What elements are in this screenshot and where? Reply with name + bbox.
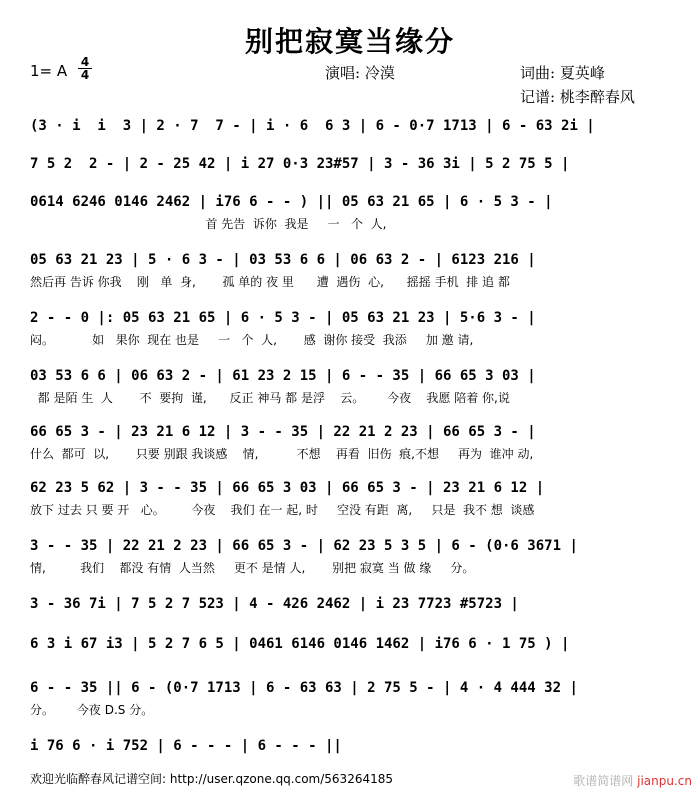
lyric-line: 然后再 告诉 你我 刚 单 身, 孤 单的 夜 里 遭 遇伤 心, 摇摇 手机 排 追 都 xyxy=(30,275,510,289)
lyric-line: 闷。 如 果你 现在 也是 一 个 人, 感 谢你 接受 我添 加 邀 请, xyxy=(30,333,474,347)
lyric-line: 情, 我们 都没 有情 人当然 更不 是情 人, 别把 寂寞 当 做 缘 分。 xyxy=(30,561,475,575)
song-title: 别把寂寞当缘分 xyxy=(244,25,455,58)
lyric-line: 都 是陌 生 人 不 要拘 谨, 反正 神马 都 是浮 云。 今夜 我愿 陪着 你,说 xyxy=(30,391,510,405)
score-line: 3 - - 35 | 22 21 2 23 | 66 65 3 - | 62 23 5 3 5 | 6 - (0·6 3671 | xyxy=(30,538,578,554)
score-line: 6 - - 35 || 6 - (0·7 1713 | 6 - 63 63 | 2 75 5 - | 4 · 4 444 32 | xyxy=(30,680,578,696)
score-line: i 76 6 · i 752 | 6 - - - | 6 - - - || xyxy=(30,738,342,754)
score-line: 62 23 5 62 | 3 - - 35 | 66 65 3 03 | 66 65 3 - | 23 21 6 12 | xyxy=(30,480,545,496)
lyric-line: 放下 过去 只 要 开 心。 今夜 我们 在一 起, 时 空没 有距 离, 只是 我不 想 谈感 xyxy=(30,503,535,517)
watermark xyxy=(573,772,692,789)
composer-credit: 词曲: 夏英峰 xyxy=(520,64,605,82)
footer-text: 欢迎光临醉春风记谱空间: http://user.qzone.qq.com/563264185 xyxy=(30,772,394,786)
score-line: 6 3 i 67 i3 | 5 2 7 6 5 | 0461 6146 0146 1462 | i76 6 · 1 75 ) | xyxy=(30,636,570,652)
score-line: 7 5 2 2 - | 2 - 25 42 | i 27 0·3 23#57 | 3 - 36 3i | 5 2 75 5 | xyxy=(30,156,570,172)
score-line: 05 63 21 23 | 5 · 6 3 - | 03 53 6 6 | 06 63 2 - | 6123 216 | xyxy=(30,252,536,268)
score-line: (3 · i i 3 | 2 · 7 7 - | i · 6 6 3 | 6 - 0·7 1713 | 6 - 63 2i | xyxy=(30,118,595,134)
lyric-line: 首 先告 诉你 我是 一 个 人, xyxy=(30,217,387,231)
lyric-line: 什么 都可 以, 只要 别跟 我谈感 情, 不想 再看 旧伤 痕,不想 再为 谁冲 动, xyxy=(30,447,534,461)
singer-credit: 演唱: 冷漠 xyxy=(325,64,395,82)
key-signature: 1= A xyxy=(30,62,68,80)
time-signature-top: 4 xyxy=(78,56,92,69)
score-line: 3 - 36 7i | 7 5 2 7 523 | 4 - 426 2462 | i 23 7723 #5723 | xyxy=(30,596,519,612)
lyric-line: 分。 今夜 D.S 分。 xyxy=(30,703,154,717)
score-line: 03 53 6 6 | 06 63 2 - | 61 23 2 15 | 6 - - 35 | 66 65 3 03 | xyxy=(30,368,536,384)
time-signature-bottom: 4 xyxy=(80,68,90,82)
transcriber-credit: 记谱: 桃李醉春风 xyxy=(520,88,635,106)
time-signature xyxy=(78,56,92,81)
score-line: 0614 6246 0146 2462 | i76 6 - - ) || 05 63 21 65 | 6 · 5 3 - | xyxy=(30,194,553,210)
score-line: 66 65 3 - | 23 21 6 12 | 3 - - 35 | 22 21 2 23 | 66 65 3 - | xyxy=(30,424,536,440)
watermark-site-name: 歌谱简谱网 xyxy=(573,774,634,788)
watermark-domain: jianpu.cn xyxy=(637,774,692,788)
score-line: 2 - - 0 |: 05 63 21 65 | 6 · 5 3 - | 05 63 21 23 | 5·6 3 - | xyxy=(30,310,536,326)
